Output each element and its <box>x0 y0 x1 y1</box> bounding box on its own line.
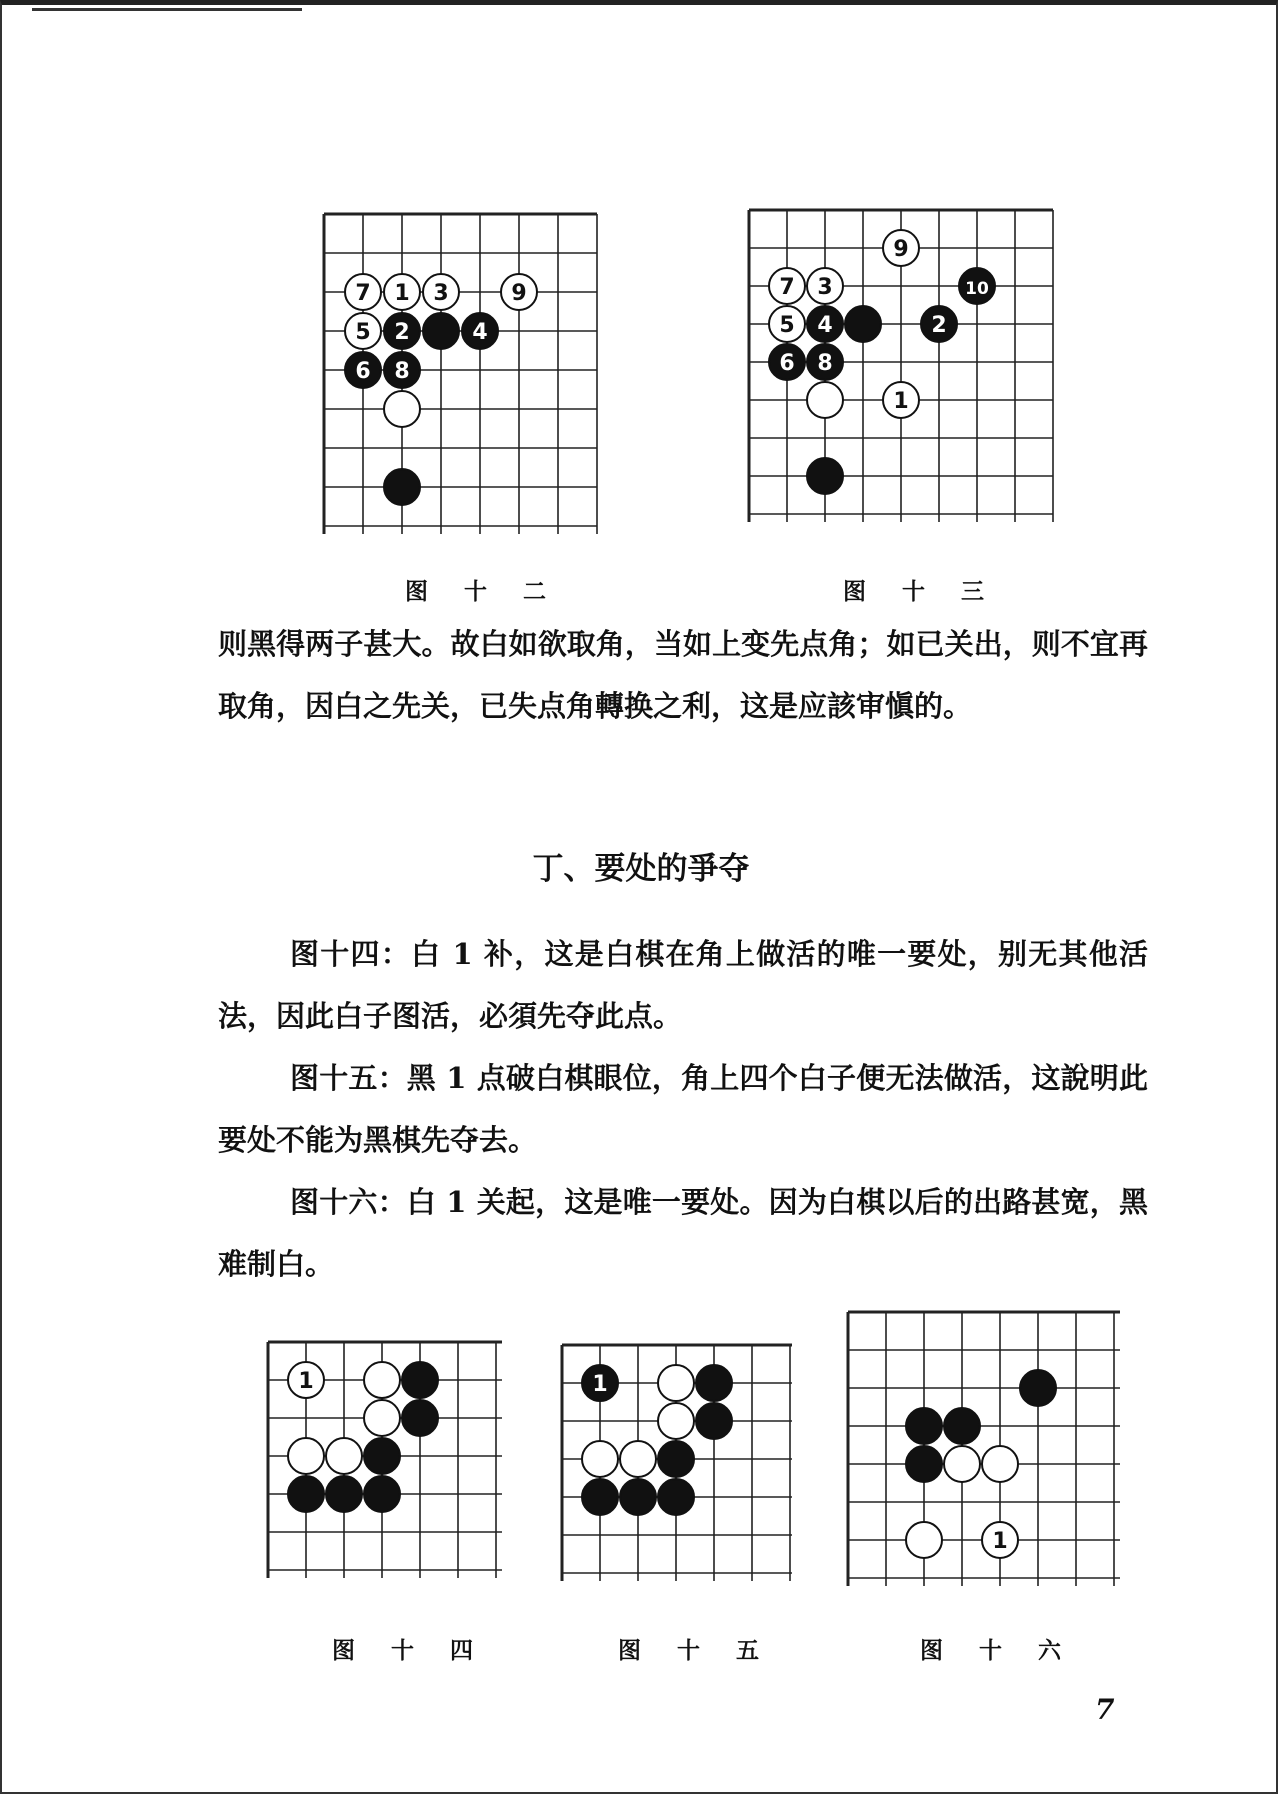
white-stone <box>345 313 381 349</box>
white-stone <box>807 382 843 418</box>
figure-16-label: 图十六： <box>290 1185 407 1219</box>
stone-number: 7 <box>355 281 371 306</box>
scan-artifact <box>32 8 302 11</box>
figure-12-caption: 图 十 二 <box>405 578 561 605</box>
paragraph-continuation <box>218 613 1148 737</box>
black-stone <box>620 1479 656 1515</box>
white-stone <box>288 1438 324 1474</box>
white-stone <box>384 391 420 427</box>
paragraph-figure-14 <box>218 923 1148 1047</box>
section-heading: 丁、要处的爭夺 <box>532 851 750 887</box>
stone-number: 2 <box>394 320 410 345</box>
black-stone <box>959 268 995 304</box>
go-board-figure-14 <box>264 1338 504 1600</box>
white-stone <box>807 268 843 304</box>
white-stone <box>384 274 420 310</box>
black-stone <box>384 469 420 505</box>
white-stone <box>883 382 919 418</box>
black-stone <box>696 1365 732 1401</box>
page-number: 7 <box>1095 1693 1115 1726</box>
white-stone <box>582 1441 618 1477</box>
stone-number: 4 <box>472 320 488 345</box>
paragraph-figure-15 <box>218 1047 1148 1171</box>
black-stone <box>807 344 843 380</box>
white-stone <box>326 1438 362 1474</box>
black-stone <box>326 1476 362 1512</box>
paragraph-text: 白 1 补，这是白棋在角上做活的唯一要处，别无其他活法，因此白子图活，必須先夺此点。 <box>218 937 1148 1033</box>
black-stone <box>921 306 957 342</box>
stone-number: 2 <box>931 313 947 338</box>
black-stone <box>769 344 805 380</box>
stone-number: 8 <box>817 351 833 376</box>
black-stone <box>807 306 843 342</box>
stone-number: 3 <box>817 275 833 300</box>
black-stone <box>345 352 381 388</box>
black-stone <box>906 1446 942 1482</box>
stone-number: 8 <box>394 359 410 384</box>
go-board-figure-15 <box>558 1341 794 1597</box>
black-stone <box>658 1479 694 1515</box>
paragraph-figure-16 <box>218 1171 1148 1295</box>
stone-number: 5 <box>355 320 371 345</box>
white-stone <box>982 1522 1018 1558</box>
white-stone <box>658 1403 694 1439</box>
figure-13-caption: 图 十 三 <box>843 578 999 605</box>
white-stone <box>620 1441 656 1477</box>
black-stone <box>1020 1370 1056 1406</box>
black-stone <box>384 352 420 388</box>
black-stone <box>845 306 881 342</box>
black-stone <box>462 313 498 349</box>
black-stone <box>582 1479 618 1515</box>
white-stone <box>658 1365 694 1401</box>
go-board-figure-12 <box>320 210 600 570</box>
white-stone <box>769 306 805 342</box>
stone-number: 6 <box>355 359 371 384</box>
white-stone <box>982 1446 1018 1482</box>
black-stone <box>423 313 459 349</box>
paragraph-text: 白 1 关起，这是唯一要处。因为白棋以后的出路甚宽，黑难制白。 <box>218 1185 1148 1281</box>
paragraph-text: 则黑得两子甚大。故白如欲取角，当如上变先点角；如已关出，则不宜再取角，因白之先关，已失点角轉换之利，这是应該审愼的。 <box>218 627 1148 723</box>
white-stone <box>288 1362 324 1398</box>
black-stone <box>582 1365 618 1401</box>
stone-number: 9 <box>511 281 527 306</box>
white-stone <box>944 1446 980 1482</box>
black-stone <box>288 1476 324 1512</box>
stone-number: 6 <box>779 351 795 376</box>
stone-number: 7 <box>779 275 795 300</box>
stone-number: 1 <box>298 1369 314 1394</box>
figure-14-label: 图十四： <box>290 937 411 971</box>
go-board-figure-13 <box>745 206 1055 570</box>
black-stone <box>364 1476 400 1512</box>
white-stone <box>883 230 919 266</box>
go-board-figure-16 <box>844 1308 1140 1628</box>
black-stone <box>944 1408 980 1444</box>
stone-number: 1 <box>394 281 410 306</box>
black-stone <box>696 1403 732 1439</box>
black-stone <box>384 313 420 349</box>
stone-number: 10 <box>965 279 989 299</box>
stone-number: 3 <box>433 281 449 306</box>
white-stone <box>364 1400 400 1436</box>
figure-14-caption: 图 十 四 <box>332 1637 488 1664</box>
black-stone <box>364 1438 400 1474</box>
stone-number: 9 <box>893 237 909 262</box>
figure-15-caption: 图 十 五 <box>618 1637 774 1664</box>
stone-number: 1 <box>592 1372 608 1397</box>
stone-number: 1 <box>992 1529 1008 1554</box>
black-stone <box>807 458 843 494</box>
black-stone <box>402 1362 438 1398</box>
figure-16-caption: 图 十 六 <box>920 1637 1076 1664</box>
black-stone <box>906 1408 942 1444</box>
white-stone <box>423 274 459 310</box>
stone-number: 4 <box>817 313 833 338</box>
black-stone <box>658 1441 694 1477</box>
figure-15-label: 图十五： <box>290 1061 407 1095</box>
white-stone <box>364 1362 400 1398</box>
paragraph-text: 黑 1 点破白棋眼位，角上四个白子便无法做活，这說明此要处不能为黑棋先夺去。 <box>218 1061 1148 1157</box>
stone-number: 1 <box>893 389 909 414</box>
black-stone <box>402 1400 438 1436</box>
white-stone <box>501 274 537 310</box>
white-stone <box>345 274 381 310</box>
white-stone <box>906 1522 942 1558</box>
white-stone <box>769 268 805 304</box>
stone-number: 5 <box>779 313 795 338</box>
